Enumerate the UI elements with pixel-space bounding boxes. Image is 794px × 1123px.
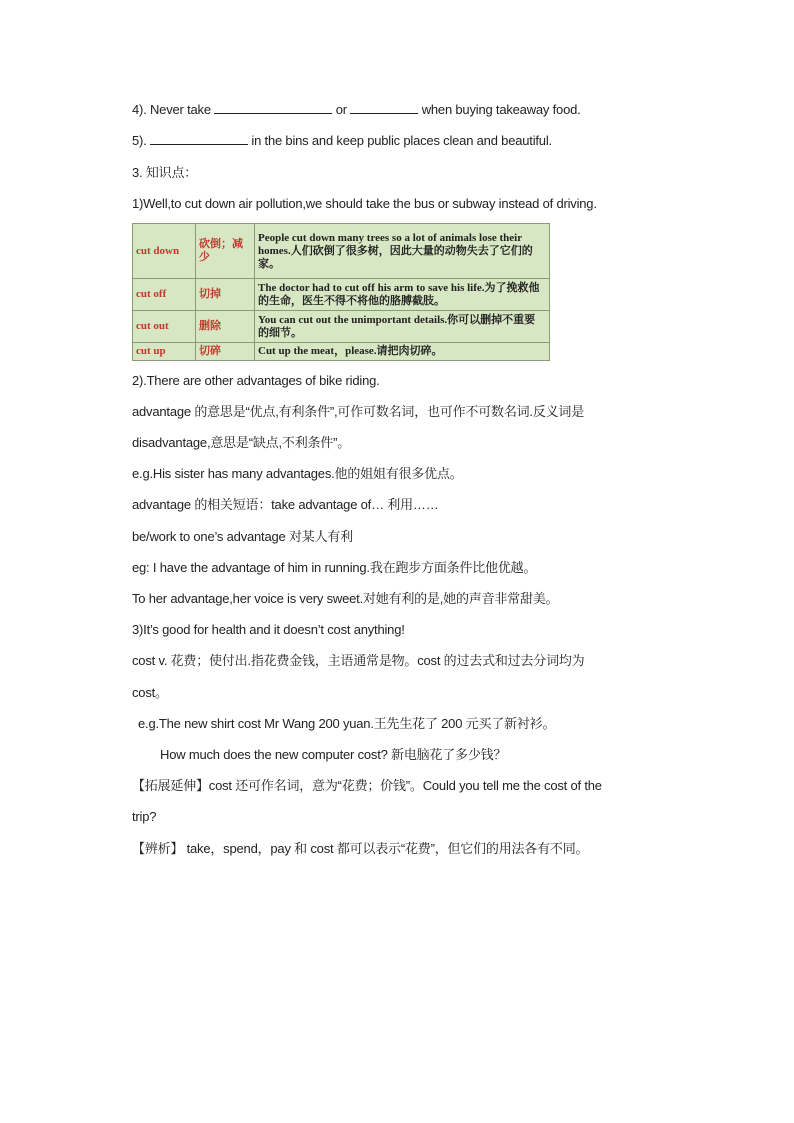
analysis-note: 【辨析】 take，spend，pay 和 cost 都可以表示“花费”，但它们的用法各有不同。 [132, 841, 589, 856]
table-row [133, 343, 550, 361]
extension-note-cont: trip? [132, 809, 157, 824]
section-heading: 3. 知识点： [132, 165, 198, 180]
cost-explanation: cost v. 花费；使付出.指花费金钱，主语通常是物。cost 的过去式和过去分词均为 [132, 653, 585, 668]
example-line: eg: I have the advantage of him in running.我在跑步方面条件比他优越。 [132, 560, 537, 575]
exercise-5: 5). in the bins and keep public places clean and beautiful. [132, 133, 552, 148]
example-cell: People cut down many trees so a lot of animals lose their homes.人们砍倒了很多树，因此大量的动物失去了它们的家。 [255, 224, 550, 279]
phrase-line: be/work to one’s advantage 对某人有利 [132, 529, 353, 544]
meaning-cell: 删除 [196, 311, 255, 343]
table-row [133, 279, 550, 311]
phrase-cell: cut down [133, 224, 196, 279]
example-line: How much does the new computer cost? 新电脑花了多少钱？ [160, 747, 507, 762]
phrase-cell: cut out [133, 311, 196, 343]
point-2-sentence: 2).There are other advantages of bike riding. [132, 373, 380, 388]
phrase-table [132, 223, 550, 361]
extension-note: 【拓展延伸】cost 还可作名词，意为“花费；价钱”。Could you tell me the cost of the [132, 778, 602, 793]
example-cell: You can cut out the unimportant details.你可以删掉不重要的细节。 [255, 311, 550, 343]
meaning-cell: 切掉 [196, 279, 255, 311]
meaning-cell: 砍倒；减少 [196, 224, 255, 279]
table-row [133, 311, 550, 343]
answer-blank[interactable] [214, 100, 332, 114]
advantage-explanation-cont: disadvantage,意思是“缺点,不利条件”。 [132, 435, 351, 450]
point-1-sentence: 1)Well,to cut down air pollution,we should take the bus or subway instead of driving. [132, 196, 597, 211]
example-line: e.g.His sister has many advantages.他的姐姐有很多优点。 [132, 466, 463, 481]
table-row [133, 224, 550, 279]
example-cell: Cut up the meat，please.请把肉切碎。 [255, 343, 550, 361]
cost-explanation-cont: cost。 [132, 685, 168, 700]
example-cell: The doctor had to cut off his arm to save his life.为了挽救他的生命，医生不得不将他的胳膊截肢。 [255, 279, 550, 311]
answer-blank[interactable] [350, 100, 418, 114]
exercise-4: 4). Never take or when buying takeaway food. [132, 102, 581, 117]
phrase-cell: cut off [133, 279, 196, 311]
phrase-cell: cut up [133, 343, 196, 361]
example-line: e.g.The new shirt cost Mr Wang 200 yuan.王先生花了 200 元买了新衬衫。 [138, 716, 556, 731]
meaning-cell: 切碎 [196, 343, 255, 361]
advantage-explanation: advantage 的意思是“优点,有利条件”,可作可数名词，也可作不可数名词.反义词是 [132, 404, 585, 419]
example-line: To her advantage,her voice is very sweet.对她有利的是,她的声音非常甜美。 [132, 591, 559, 606]
point-3-sentence: 3)It’s good for health and it doesn’t cost anything! [132, 622, 405, 637]
phrase-line: advantage 的相关短语：take advantage of… 利用…… [132, 497, 439, 512]
answer-blank[interactable] [150, 131, 248, 145]
